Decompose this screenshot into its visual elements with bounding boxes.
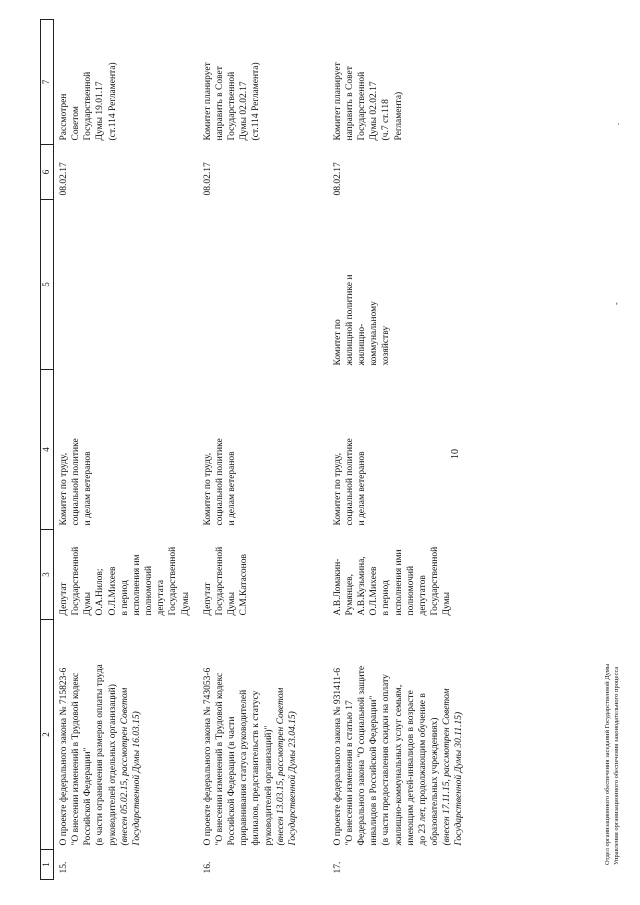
bill-title-line: (в части ограничения размеров оплаты труда xyxy=(95,664,106,846)
status-line: направить в Совет xyxy=(344,66,355,141)
bill-title-line: (в части предоставления скидки на оплату xyxy=(381,674,392,846)
bill-author-line: исполнения им xyxy=(131,554,142,616)
co-committee xyxy=(328,200,472,370)
bill-author-line: Думы xyxy=(83,592,94,616)
table-row xyxy=(328,20,472,880)
table-header xyxy=(41,20,54,880)
bill-title-line: филиалов, представительств к статусу xyxy=(251,690,262,846)
bill-note-line: Государственной Думы 16.03.15) xyxy=(131,711,142,846)
bill-title-line: жилищно-коммунальных услуг семьям, xyxy=(393,684,404,846)
responsible-committee xyxy=(328,370,472,530)
bill-title-line: имеющим детей-инвалидов в возрасте xyxy=(405,690,416,846)
column-number-3: 3 xyxy=(41,530,54,620)
status-line: Государственной xyxy=(357,71,368,141)
status-line: направить в Совет xyxy=(214,66,225,141)
bill-title-line: Российской Федерации (в части xyxy=(227,716,238,846)
bill-note-line: (внесен 17.11.15, рассмотрен Советом xyxy=(442,688,453,846)
bill-author-line: А.В.Кузьмина, xyxy=(357,556,368,616)
bill-title-line: О проекте федерального закона № 715823-6 xyxy=(59,667,69,846)
status-line: Комитет планирует xyxy=(332,62,343,141)
row-number: 16. xyxy=(202,861,213,874)
status-line: (ст.114 Регламента) xyxy=(251,62,262,141)
bill-title-line: О проекте федерального закона № 931411-6 xyxy=(332,668,343,846)
bill-author-line: А.В.Ломакин- xyxy=(332,558,343,616)
co-committee-line: жилищно- xyxy=(357,323,368,366)
bill-title-line: руководителей организаций)" xyxy=(263,725,274,846)
bill-author xyxy=(328,530,472,620)
bill-author-line: О.Л.Михеев xyxy=(369,566,380,616)
bill-author-line: в период xyxy=(119,580,130,616)
bill-title-line: Федерального закона "О социальной защите xyxy=(357,665,368,846)
bill-author-line: полномочий xyxy=(144,565,155,616)
co-committee-line: Комитет по xyxy=(332,319,343,366)
column-number-1: 1 xyxy=(41,850,54,880)
bill-title-line: "О внесении изменения в статью 17 xyxy=(344,700,355,846)
bill-author-line: депутатов xyxy=(417,575,428,616)
column-number-5: 5 xyxy=(41,200,54,370)
bill-author-line: Государственной xyxy=(71,546,82,616)
bill-author xyxy=(198,530,328,620)
bill-title-line: инвалидов в Российской Федерации" xyxy=(369,695,380,846)
review-date: 08.02.17 xyxy=(332,162,343,196)
bill-title xyxy=(54,620,198,850)
co-committee-line: жилищной политике и xyxy=(344,274,355,366)
bill-author-line: Депутат xyxy=(202,582,213,616)
bill-author-line: в период xyxy=(381,580,392,616)
column-number-2: 2 xyxy=(41,620,54,850)
footer-note xyxy=(604,664,622,865)
status-line: Думы 02.02.17 xyxy=(369,81,380,141)
bill-author-line: Депутат xyxy=(59,582,69,616)
bill-note-line: Государственной Думы 23.04.15) xyxy=(287,711,298,846)
status xyxy=(328,20,472,145)
bill-note-line: Государственной Думы 30.11.15) xyxy=(454,711,465,846)
bill-note-line: (внесен 05.02.15, рассмотрен Советом xyxy=(119,687,130,846)
bill-author-line: полномочий xyxy=(405,565,416,616)
bill-author xyxy=(54,530,198,620)
table-body xyxy=(54,20,472,880)
margin-mark: - xyxy=(612,302,621,305)
responsible-committee-line: социальной политике xyxy=(214,438,225,526)
bill-author-line: депутата xyxy=(156,579,167,616)
bill-title-line: "О внесении изменений в Трудовой кодекс xyxy=(214,672,225,846)
co-committee xyxy=(198,200,328,370)
status-line: Регламента) xyxy=(393,91,404,141)
bill-title-line: приравнивания статуса руководителей xyxy=(239,689,250,846)
co-committee-line: коммунальному xyxy=(369,301,380,366)
bill-title-line: О проекте федерального закона № 743053-6 xyxy=(202,667,213,846)
status-line: Государственной xyxy=(83,71,94,141)
status-line: Думы 02.02.17 xyxy=(239,81,250,141)
bill-author-line: Думы xyxy=(442,592,453,616)
bill-title-line: до 23 лет, продолжающим обучение в xyxy=(417,693,428,846)
column-number-6: 6 xyxy=(41,145,54,200)
bill-author-line: Государственной xyxy=(214,546,225,616)
responsible-committee xyxy=(198,370,328,530)
status xyxy=(54,20,198,145)
bill-title-line: "О внесении изменений в Трудовой кодекс xyxy=(71,672,82,846)
bill-author-line: Думы xyxy=(227,592,238,616)
responsible-committee-line: Комитет по труду, xyxy=(332,452,343,526)
margin-mark: . xyxy=(612,123,621,125)
bill-title xyxy=(328,620,472,850)
column-number-7: 7 xyxy=(41,20,54,145)
bill-title xyxy=(198,620,328,850)
table-row xyxy=(54,20,198,880)
bill-author-line: О.Л.Михеев xyxy=(107,566,118,616)
table-row xyxy=(198,20,328,880)
status-line: (ч.7 ст.118 xyxy=(381,99,392,141)
bill-title-line: руководителей отдельных организаций) xyxy=(107,684,118,846)
footer-line: Отдел организационного обеспечения заседаний Государственной Думы xyxy=(604,663,611,865)
responsible-committee-line: и делам ветеранов xyxy=(227,451,238,526)
bill-author-line: С.М.Катасонов xyxy=(239,554,250,616)
responsible-committee-line: Комитет по труду, xyxy=(59,452,69,526)
status-line: Советом xyxy=(71,106,82,141)
responsible-committee-line: и делам ветеранов xyxy=(83,451,94,526)
status-line: Государственной xyxy=(227,71,238,141)
responsible-committee-line: социальной политике xyxy=(344,438,355,526)
status-line: (ст.114 Регламента) xyxy=(107,62,118,141)
row-number: 17. xyxy=(332,861,343,874)
responsible-committee-line: социальной политике xyxy=(71,438,82,526)
review-date: 08.02.17 xyxy=(59,162,69,196)
status xyxy=(198,20,328,145)
co-committee xyxy=(54,200,198,370)
footer-line: Управления организационного обеспечения законодательного процесса xyxy=(612,666,620,865)
co-committee-line: хозяйству xyxy=(381,325,392,366)
bill-author-line: Государственной xyxy=(429,546,440,616)
column-number-4: 4 xyxy=(41,370,54,530)
bill-author-line: О.А.Нилов; xyxy=(95,568,106,616)
bill-title-line: Российской Федерации" xyxy=(83,747,94,846)
bill-author-line: Думы xyxy=(180,592,191,616)
status-line: Комитет планирует xyxy=(202,62,213,141)
bill-note-line: (внесен 13.03.15, рассмотрен Советом xyxy=(275,687,286,846)
page-number: 10 xyxy=(450,449,461,459)
bill-title-line: образовательных учреждениях) xyxy=(429,717,440,846)
bill-author-line: Государственной xyxy=(168,546,179,616)
review-date: 08.02.17 xyxy=(202,162,213,196)
row-number: 15. xyxy=(59,861,69,874)
responsible-committee-line: Комитет по труду, xyxy=(202,452,213,526)
status-line: Рассмотрен xyxy=(59,93,69,141)
bills-table xyxy=(40,19,471,880)
responsible-committee xyxy=(54,370,198,530)
responsible-committee-line: и делам ветеранов xyxy=(357,451,368,526)
bill-author-line: Румянцев, xyxy=(344,573,355,616)
bill-author-line: исполнения ими xyxy=(393,549,404,616)
status-line: Думы 19.01.17 xyxy=(95,81,106,141)
